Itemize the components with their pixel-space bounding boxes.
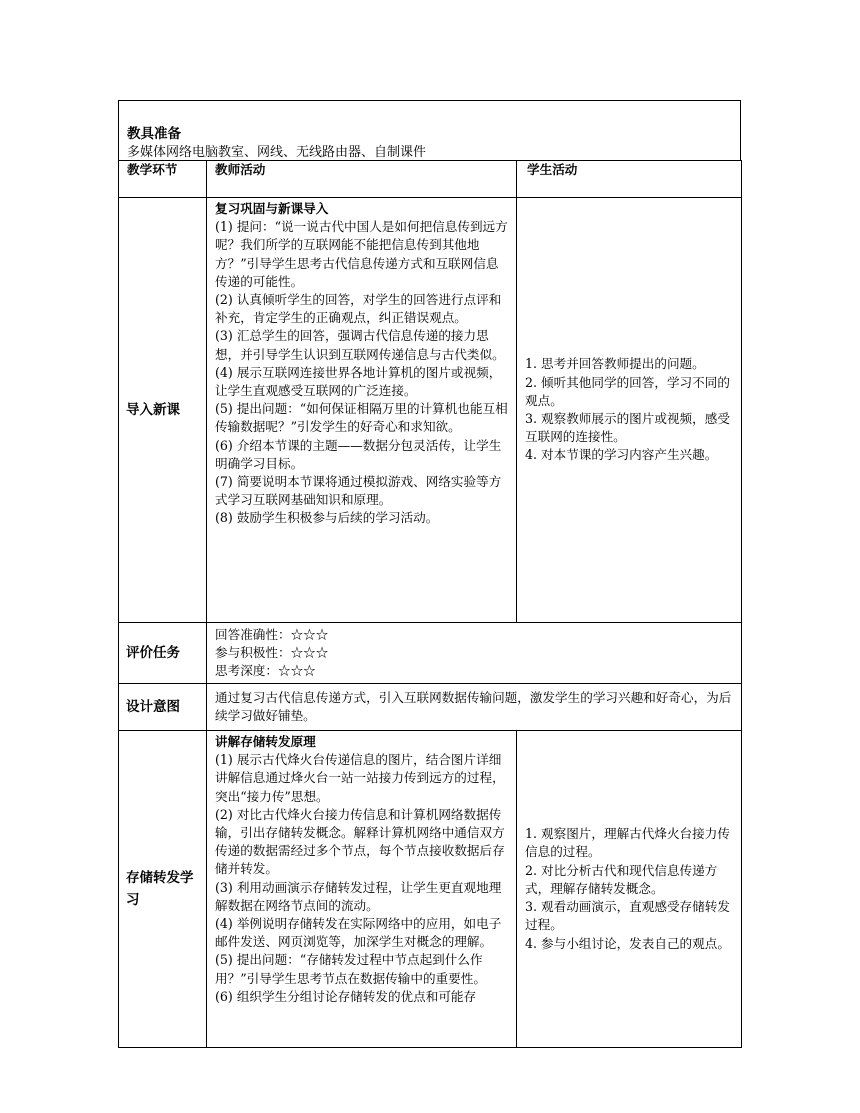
stage-cell: 存储转发学习 <box>119 731 207 1048</box>
student-step: 1. 观察图片，理解古代烽火台接力传信息的过程。 <box>525 826 730 860</box>
evaluation-item: 回答准确性：☆☆☆ <box>215 626 329 642</box>
design-intent-text: 通过复习古代信息传递方式，引入互联网数据传输问题，激发学生的学习兴趣和好奇心，为后续学习做好铺垫。 <box>215 689 732 723</box>
evaluation-item: 参与积极性：☆☆☆ <box>215 644 329 660</box>
teacher-step: (5) 提出问题：“存储转发过程中节点起到什么作用？”引导学生思考节点在数据传输中的重要性。 <box>215 952 486 986</box>
teacher-activity-cell <box>207 731 517 1048</box>
student-step: 4. 参与小组讨论，发表自己的观点。 <box>525 935 730 951</box>
header-stage: 教学环节 <box>119 161 207 198</box>
lesson-plan-table <box>118 160 742 1048</box>
student-activity-cell <box>517 198 742 623</box>
teacher-step: (1) 提问：“说一说古代中国人是如何把信息传到远方呢？我们所学的互联网能不能把信息传到其他地方？”引导学生思考古代信息传递方式和互联网信息传递的可能性。 <box>215 219 508 289</box>
teaching-aids-text: 多媒体网络电脑教室、网线、无线路由器、自制课件 <box>127 145 427 160</box>
evaluation-cell <box>207 623 742 684</box>
table-header-row <box>119 161 742 198</box>
teacher-step: (5) 提出问题：“如何保证相隔万里的计算机也能互相传输数据呢？”引发学生的好奇心和求知欲。 <box>215 401 508 435</box>
teacher-step: (6) 介绍本节课的主题——数据分包灵活传，让学生明确学习目标。 <box>215 437 502 471</box>
header-teacher: 教师活动 <box>207 161 517 198</box>
header-student: 学生活动 <box>517 161 742 198</box>
table-row <box>119 198 742 623</box>
design-intent-cell <box>207 684 742 731</box>
table-row <box>119 731 742 1048</box>
teacher-step: (2) 认真倾听学生的回答，对学生的回答进行点评和补充，肯定学生的正确观点，纠正错误观点。 <box>215 292 502 326</box>
teacher-step: (4) 举例说明存储转发在实际网络中的应用，如电子邮件发送、网页浏览等，加深学生对概念的理解。 <box>215 916 502 950</box>
teacher-step: (4) 展示互联网连接世界各地计算机的图片或视频，让学生直观感受互联网的广泛连接。 <box>215 364 502 399</box>
teacher-section-title: 复习巩固与新课导入 <box>215 201 329 216</box>
table-row <box>119 684 742 731</box>
student-step: 2. 对比分析古代和现代信息传递方式，理解存储转发概念。 <box>525 862 718 896</box>
teacher-step: (1) 展示古代烽火台传递信息的图片，结合图片详细讲解信息通过烽火台一站一站接力传到远方的过程，突出“接力传”思想。 <box>215 752 505 804</box>
student-step: 4. 对本节课的学习内容产生兴趣。 <box>525 447 718 463</box>
teacher-section-title: 讲解存储转发原理 <box>215 734 316 749</box>
stage-cell: 导入新课 <box>119 198 207 623</box>
student-step: 1. 思考并回答教师提出的问题。 <box>525 356 705 372</box>
teacher-step: (8) 鼓励学生积极参与后续的学习活动。 <box>215 510 439 526</box>
teacher-step: (6) 组织学生分组讨论存储转发的优点和可能存 <box>215 988 477 1004</box>
teacher-step: (3) 汇总学生的回答，强调古代信息传递的接力思想，并引导学生认识到互联网传递信息与古代类似。 <box>215 328 505 362</box>
student-step: 3. 观看动画演示，直观感受存储转发过程。 <box>525 899 730 933</box>
student-activity-cell <box>517 731 742 1048</box>
student-step: 3. 观察教师展示的图片或视频，感受互联网的连接性。 <box>525 411 730 445</box>
teaching-aids-title: 教具准备 <box>127 126 181 142</box>
teacher-step: (7) 简要说明本节课将通过模拟游戏、网络实验等方式学习互联网基础知识和原理。 <box>215 474 502 508</box>
teaching-aids-section <box>118 100 741 160</box>
teacher-step: (3) 利用动画演示存储转发过程，让学生更直观地理解数据在网络节点间的流动。 <box>215 879 502 913</box>
table-row <box>119 623 742 684</box>
teacher-activity-cell <box>207 198 517 623</box>
stage-cell: 评价任务 <box>119 623 207 684</box>
student-step: 2. 倾听其他同学的回答，学习不同的观点。 <box>525 374 730 408</box>
teacher-step: (2) 对比古代烽火台接力传信息和计算机网络数据传输，引出存储转发概念。解释计算机网络中通信双方传递的数据需经过多个节点，每个节点接收数据后存储并转发。 <box>215 806 505 877</box>
evaluation-item: 思考深度：☆☆☆ <box>215 663 316 679</box>
stage-cell: 设计意图 <box>119 684 207 731</box>
